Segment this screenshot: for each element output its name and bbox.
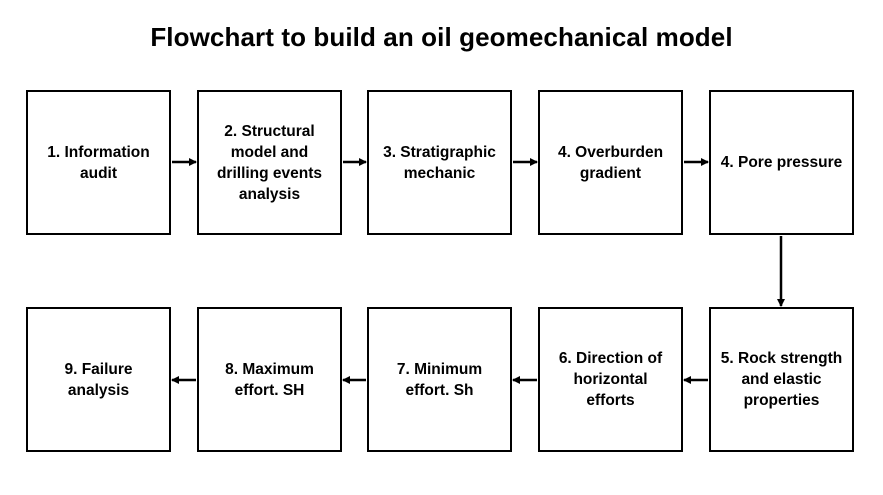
- step-label: 8. Maximum effort. SH: [225, 360, 314, 399]
- step-label: 3. Stratigraphic mechanic: [383, 143, 496, 182]
- step-label: 2. Structural model and drilling events analysis: [216, 122, 323, 203]
- step-label: 1. Information audit: [47, 143, 150, 182]
- step-label: 4. Pore pressure: [720, 154, 843, 171]
- diagram-title: Flowchart to build an oil geomechanical model: [150, 22, 733, 52]
- step-label: 6. Direction of horizontal efforts: [558, 350, 663, 409]
- step-label: 7. Minimum effort. Sh: [396, 360, 483, 399]
- step-label: 9. Failure analysis: [64, 360, 133, 399]
- step-label: 4. Overburden gradient: [557, 143, 664, 182]
- step-label: 5. Rock strength and elastic properties: [720, 350, 843, 409]
